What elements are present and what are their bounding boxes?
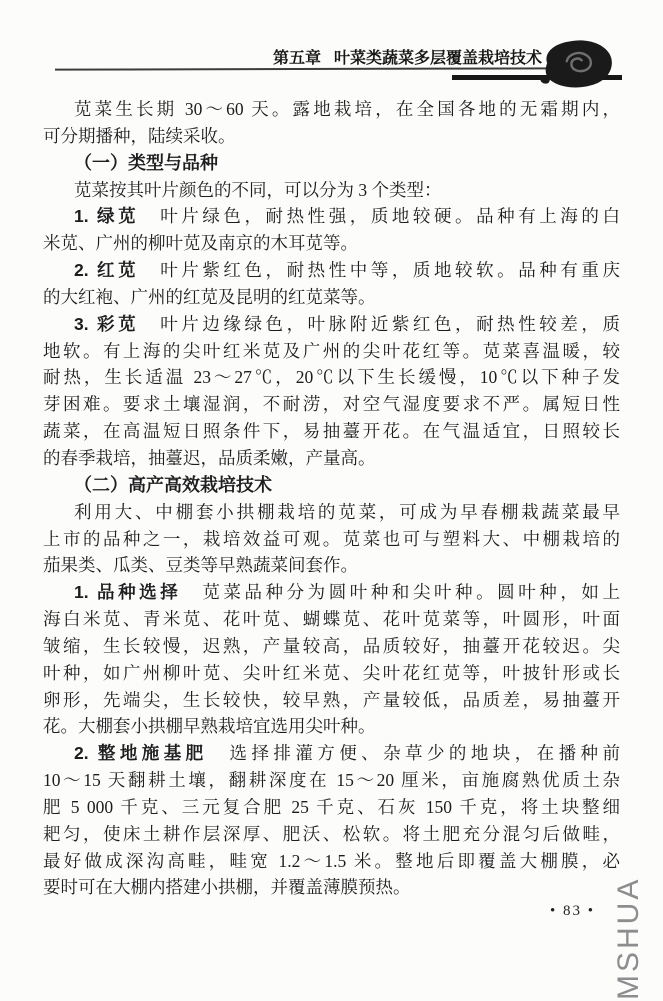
- text-line: 肥 5 000 千克、三元复合肥 25 千克、石灰 150 千克，将土块整细: [43, 796, 620, 817]
- chapter-title: 叶菜类蔬菜多层覆盖栽培技术: [333, 50, 542, 67]
- text-line: 卵形，先端尖，生长较快，较早熟，产量较低，品质差，易抽薹开: [43, 689, 620, 710]
- rose-stamp-icon: [536, 36, 618, 92]
- text-line: 叶种，如广州柳叶苋、尖叶红米苋、尖叶花红苋等，叶披针形或长: [43, 662, 620, 683]
- text-line: 海白米苋、青米苋、花叶苋、蝴蝶苋、花叶苋菜等，叶圆形，叶面: [43, 609, 620, 630]
- text-line: [43, 203, 620, 230]
- text-line: 苋菜按其叶片颜色的不同，可以分为 3 个类型：: [74, 179, 442, 200]
- chapter-heading: [0, 50, 542, 68]
- bold-lead: 2. 红苋: [74, 260, 140, 281]
- section-heading: （二）高产高效栽培技术: [74, 474, 272, 495]
- text-line: [43, 740, 620, 767]
- bold-lead: 2. 整地施基肥: [74, 743, 208, 764]
- text-line: [43, 579, 620, 606]
- text-line: 芽困难。要求土壤湿润，不耐涝，对空气湿度要求不严。属短日性: [43, 394, 620, 415]
- watermark: MSHUA: [612, 876, 645, 1000]
- text-line: 利用大、中棚套小拱棚栽培的苋菜，可成为早春棚栽蔬菜最早: [74, 501, 620, 522]
- line-text: 选择排灌方便、杂草少的地块，在播种前: [207, 743, 620, 764]
- text-line: 茄果类、瓜类、豆类等早熟蔬菜间套作。: [43, 555, 358, 576]
- bold-lead: 3. 彩苋: [74, 313, 140, 334]
- bold-lead: 1. 绿苋: [74, 206, 140, 227]
- text-line: [43, 311, 620, 338]
- text-line: 蔬菜，在高温短日照条件下，易抽薹开花。在气温适宜，日照较长: [43, 421, 620, 442]
- text-line: 10～15 天翻耕土壤，翻耕深度在 15～20 厘米，亩施腐熟优质土杂: [43, 770, 620, 791]
- body-text: [43, 96, 620, 901]
- line-text: 苋菜品种分为圆叶种和尖叶种。圆叶种，如上: [181, 582, 620, 603]
- line-text: 叶片紫红色，耐热性中等，质地较软。品种有重庆: [139, 260, 620, 281]
- bold-lead: 1. 品种选择: [74, 582, 182, 603]
- line-text: 叶片绿色，耐热性强，质地较硬。品种有上海的白: [139, 206, 620, 227]
- text-line: 的大红袍、广州的红苋及昆明的红苋菜等。: [43, 286, 376, 307]
- text-line: 苋菜生长期 30～60 天。露地栽培，在全国各地的无霜期内，: [74, 99, 620, 119]
- text-line: 皱缩，生长较慢，迟熟，产量较高，品质较好，抽薹开花较迟。尖: [43, 635, 620, 656]
- section-heading: （一）类型与品种: [74, 152, 218, 173]
- text-line: 花。大棚套小拱棚早熟栽培宜选用尖叶种。: [43, 716, 376, 737]
- text-line: 要时可在大棚内搭建小拱棚，并覆盖薄膜预热。: [43, 877, 411, 898]
- text-line: 耐热，生长适温 23～27℃，20℃以下生长缓慢，10℃以下种子发: [43, 367, 620, 388]
- page-number: • 83 •: [549, 903, 595, 919]
- chapter-number: 第五章: [272, 50, 321, 67]
- text-line: 最好做成深沟高畦，畦宽 1.2～1.5 米。整地后即覆盖大棚膜，必: [43, 850, 620, 871]
- text-line: 上市的品种之一，栽培效益可观。苋菜也可与塑料大、中棚栽培的: [43, 528, 620, 549]
- text-line: 米苋、广州的柳叶苋及南京的木耳苋等。: [43, 233, 358, 254]
- text-line: 地软。有上海的尖叶红米苋及广州的尖叶花红等。苋菜喜温暖，较: [43, 340, 620, 361]
- text-line: 的春季栽培，抽薹迟，品质柔嫩，产量高。: [43, 447, 376, 468]
- line-text: 叶片边缘绿色，叶脉附近紫红色，耐热性较差，质: [139, 313, 620, 334]
- text-line: [43, 257, 620, 284]
- text-line: 可分期播种，陆续采收。: [43, 125, 236, 146]
- text-line: 耙匀，使床土耕作层深厚、肥沃、松软。将土肥充分混匀后做畦，: [43, 823, 620, 844]
